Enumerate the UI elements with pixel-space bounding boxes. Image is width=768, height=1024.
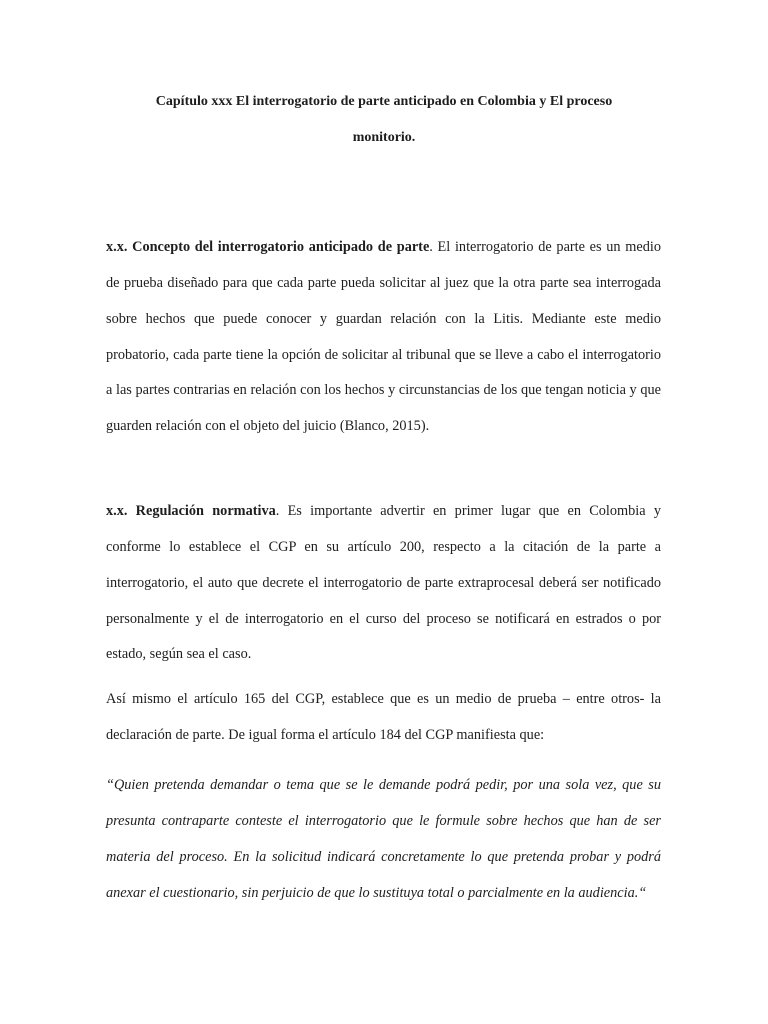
section-body-concepto: . El interrogatorio de parte es un medio de prueba diseñado para que cada parte pueda solicitar al juez que la otra parte sea interrogada sobre hechos que puede conocer y guardan relación con la Litis. Mediante este medio probatorio, cada parte tiene la opción de solicitar al tribunal que se lleve a cabo el interrogatorio a las partes contrarias en relación con los hechos y circunstancias de los que tengan noticia y que guarden relación con el objeto del juicio (Blanco, 2015). bbox=[106, 239, 661, 435]
section-concepto bbox=[106, 230, 661, 445]
section-heading-regulacion: x.x. Regulación normativa bbox=[106, 503, 276, 520]
section-body-regulacion: . Es importante advertir en primer lugar que en Colombia y conforme lo establece el CGP en su artículo 200, respecto a la citación de la parte a interrogatorio, el auto que decrete el interrogatorio de parte extraprocesal deberá ser notificado personalmente y el de interrogatorio en el curso del proceso se notificará en estrados o por estado, según sea el caso. bbox=[106, 503, 661, 663]
chapter-title-line-1: Capítulo xxx El interrogatorio de parte anticipado en Colombia y El proceso bbox=[155, 94, 613, 109]
section-regulacion bbox=[106, 494, 661, 673]
paragraph-articulo-165: Así mismo el artículo 165 del CGP, establece que es un medio de prueba – entre otros- la declaración de parte. De igual forma el artículo 184 del CGP manifiesta que: bbox=[106, 691, 661, 744]
chapter-title bbox=[100, 84, 668, 156]
quote-articulo-184: “Quien pretenda demandar o tema que se le demande podrá pedir, por una sola vez, que su presunta contraparte conteste el interrogatorio que le formule sobre hechos que han de ser materia del proceso. En la solicitud indicará concretamente lo que pretenda probar y podrá anexar el cuestionario, sin perjuicio de que lo sustituya total o parcialmente en la audiencia.“ bbox=[106, 777, 661, 901]
section-heading-concepto: x.x. Concepto del interrogatorio anticipado de parte bbox=[106, 239, 430, 256]
chapter-title-line-2: monitorio. bbox=[352, 130, 416, 145]
